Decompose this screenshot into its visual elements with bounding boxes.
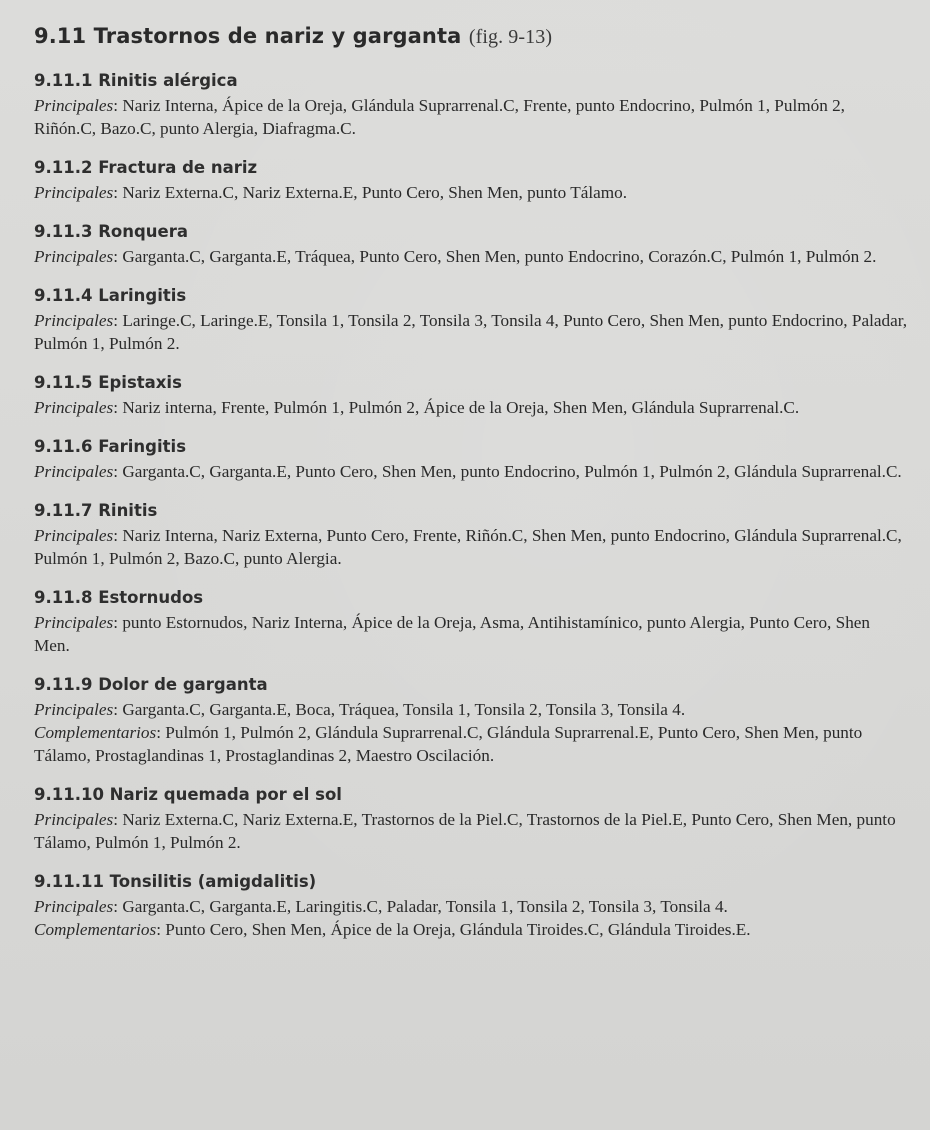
section-heading: 9.11.8 Estornudos xyxy=(34,588,204,607)
section-entry xyxy=(34,373,910,419)
section-heading: 9.11.5 Epistaxis xyxy=(34,373,182,392)
figure-reference: (fig. 9-13) xyxy=(468,26,553,48)
point-list-line xyxy=(34,918,910,941)
label-separator: : xyxy=(113,462,123,481)
category-label: Principales xyxy=(34,700,114,719)
label-separator: : xyxy=(113,810,123,829)
point-list-line xyxy=(34,611,910,657)
category-label: Principales xyxy=(34,810,114,829)
category-label: Principales xyxy=(34,462,114,481)
point-list-text: punto Estornudos, Nariz Interna, Ápice de la Oreja, Asma, Antihistamínico, punto Alergia, Punto Cero, Shen Men. xyxy=(34,613,871,655)
point-list-line xyxy=(34,309,910,355)
section-heading: 9.11.4 Laringitis xyxy=(34,286,187,305)
section-entry xyxy=(34,501,910,570)
point-list-line xyxy=(34,524,910,570)
section-entry xyxy=(34,286,910,355)
point-list-line xyxy=(34,245,910,268)
point-list-text: Nariz interna, Frente, Pulmón 1, Pulmón 2, Ápice de la Oreja, Shen Men, Glándula Suprarrenal.C. xyxy=(122,398,800,417)
category-label: Principales xyxy=(34,613,114,632)
section-entry xyxy=(34,872,910,941)
point-list-line xyxy=(34,94,910,140)
page-title xyxy=(34,24,910,49)
label-separator: : xyxy=(156,723,166,742)
category-label: Principales xyxy=(34,96,114,115)
label-separator: : xyxy=(113,311,123,330)
section-heading: 9.11.3 Ronquera xyxy=(34,222,189,241)
point-list-text: Nariz Externa.C, Nariz Externa.E, Trastornos de la Piel.C, Trastornos de la Piel.E, Punto Cero, Shen Men, punto Tálamo, Pulmón 1, Pulmón 2. xyxy=(34,810,896,852)
section-entry xyxy=(34,675,910,767)
section-heading: 9.11.11 Tonsilitis (amigdalitis) xyxy=(34,872,317,891)
section-entry xyxy=(34,222,910,268)
label-separator: : xyxy=(113,398,123,417)
category-label: Principales xyxy=(34,526,114,545)
point-list-text: Pulmón 1, Pulmón 2, Glándula Suprarrenal.C, Glándula Suprarrenal.E, Punto Cero, Shen Men, punto Tálamo, Prostaglandinas 1, Prostaglandinas 2, Maestro Oscilación. xyxy=(34,723,863,765)
category-label: Principales xyxy=(34,183,114,202)
label-separator: : xyxy=(113,247,123,266)
section-heading: 9.11.6 Faringitis xyxy=(34,437,187,456)
section-heading: 9.11.2 Fractura de nariz xyxy=(34,158,258,177)
point-list-text: Nariz Interna, Nariz Externa, Punto Cero, Frente, Riñón.C, Shen Men, punto Endocrino, Glándula Suprarrenal.C, Pulmón 1, Pulmón 2, Bazo.C, punto Alergia. xyxy=(34,526,902,568)
point-list-line xyxy=(34,895,910,918)
category-label: Principales xyxy=(34,247,114,266)
label-separator: : xyxy=(113,897,123,916)
label-separator: : xyxy=(113,613,123,632)
section-entry xyxy=(34,588,910,657)
label-separator: : xyxy=(113,183,123,202)
point-list-text: Garganta.C, Garganta.E, Laringitis.C, Paladar, Tonsila 1, Tonsila 2, Tonsila 3, Tonsila 4. xyxy=(122,897,728,916)
category-label: Complementarios xyxy=(34,723,157,742)
point-list-line xyxy=(34,460,910,483)
section-heading: 9.11.1 Rinitis alérgica xyxy=(34,71,238,90)
point-list-line xyxy=(34,721,910,767)
label-separator: : xyxy=(113,700,123,719)
category-label: Complementarios xyxy=(34,920,157,939)
category-label: Principales xyxy=(34,897,114,916)
category-label: Principales xyxy=(34,311,114,330)
point-list-text: Punto Cero, Shen Men, Ápice de la Oreja, Glándula Tiroides.C, Glándula Tiroides.E. xyxy=(165,920,751,939)
section-heading: 9.11.10 Nariz quemada por el sol xyxy=(34,785,342,804)
section-entry xyxy=(34,71,910,140)
section-entry xyxy=(34,158,910,204)
category-label: Principales xyxy=(34,398,114,417)
point-list-line xyxy=(34,698,910,721)
point-list-line xyxy=(34,808,910,854)
title-text: 9.11 Trastornos de nariz y garganta xyxy=(34,24,462,48)
point-list-line xyxy=(34,181,910,204)
point-list-text: Garganta.C, Garganta.E, Boca, Tráquea, Tonsila 1, Tonsila 2, Tonsila 3, Tonsila 4. xyxy=(122,700,686,719)
point-list-text: Garganta.C, Garganta.E, Tráquea, Punto Cero, Shen Men, punto Endocrino, Corazón.C, Pulmón 1, Pulmón 2. xyxy=(122,247,877,266)
section-list xyxy=(34,71,910,941)
point-list-text: Nariz Interna, Ápice de la Oreja, Glándula Suprarrenal.C, Frente, punto Endocrino, Pulmón 1, Pulmón 2, Riñón.C, Bazo.C, punto Alergia, Diafragma.C. xyxy=(34,96,845,138)
point-list-line xyxy=(34,396,910,419)
section-entry xyxy=(34,785,910,854)
section-entry xyxy=(34,437,910,483)
label-separator: : xyxy=(113,526,123,545)
point-list-text: Nariz Externa.C, Nariz Externa.E, Punto Cero, Shen Men, punto Tálamo. xyxy=(122,183,628,202)
label-separator: : xyxy=(156,920,166,939)
label-separator: : xyxy=(113,96,123,115)
point-list-text: Garganta.C, Garganta.E, Punto Cero, Shen Men, punto Endocrino, Pulmón 1, Pulmón 2, Glándula Suprarrenal.C. xyxy=(122,462,902,481)
point-list-text: Laringe.C, Laringe.E, Tonsila 1, Tonsila 2, Tonsila 3, Tonsila 4, Punto Cero, Shen Men, punto Endocrino, Paladar, Pulmón 1, Pulmón 2. xyxy=(34,311,908,353)
section-heading: 9.11.7 Rinitis xyxy=(34,501,158,520)
section-heading: 9.11.9 Dolor de garganta xyxy=(34,675,268,694)
